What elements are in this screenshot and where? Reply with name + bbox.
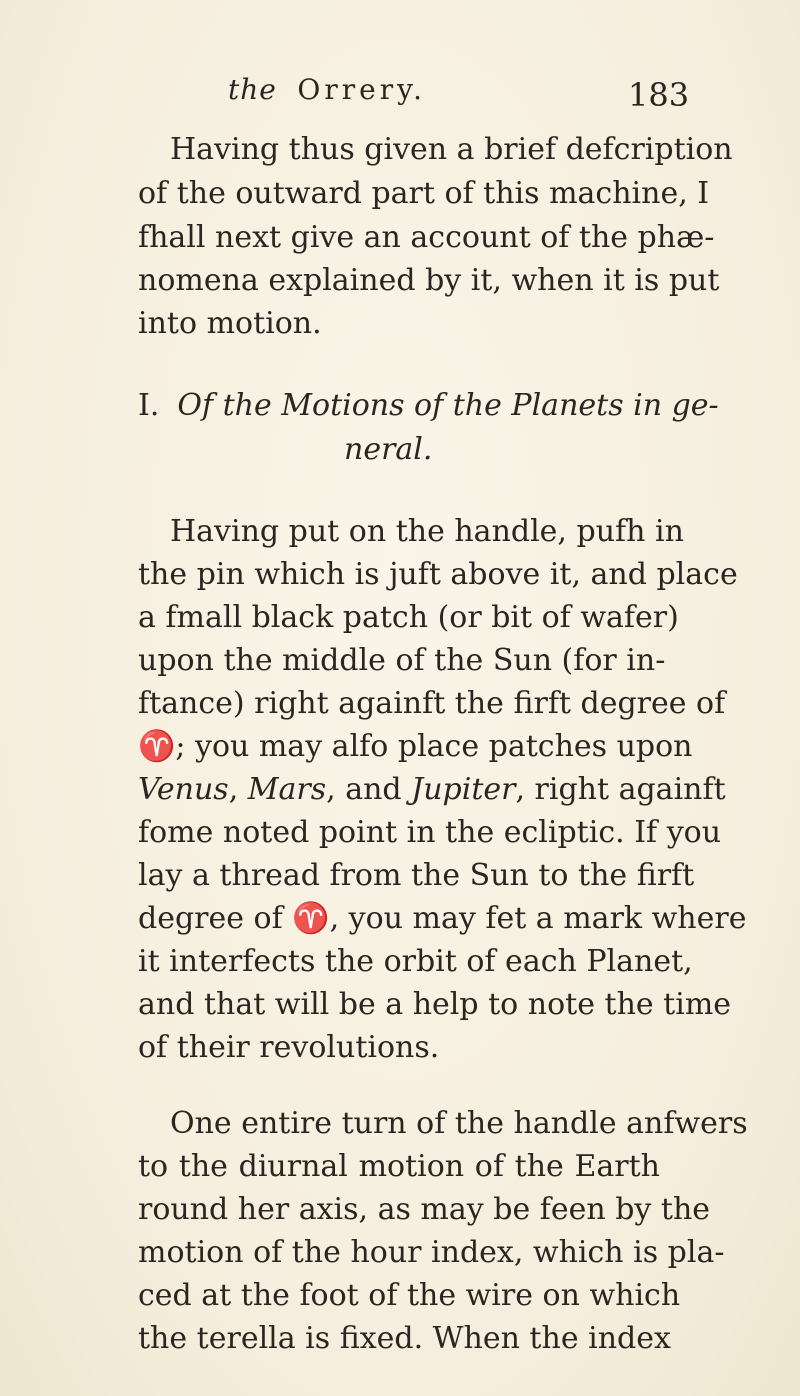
- para2-line-2: the pin which is juft above it, and place: [138, 557, 738, 592]
- para3-line-1: One entire turn of the handle anfwers: [170, 1106, 748, 1141]
- para2-line-1: Having put on the handle, pufh in: [170, 514, 684, 549]
- para3-line-5: ced at the foot of the wire on which: [138, 1278, 681, 1313]
- para2-line-6: ♈; you may alfo place patches upon: [138, 729, 693, 764]
- para3-line-6: the terella is fixed. When the index: [138, 1321, 671, 1356]
- para2-line-4: upon the middle of the Sun (for in-: [138, 643, 666, 678]
- comma: ,: [228, 772, 239, 807]
- header-article: the: [228, 73, 277, 106]
- para2-line-8: fome noted point in the ecliptic. If you: [138, 815, 722, 850]
- and-text: , and: [326, 772, 402, 807]
- section-title-line-1: Of the Motions of the Planets in ge-: [177, 388, 719, 423]
- para1-line-5: into motion.: [138, 306, 322, 341]
- para2-line-10: degree of ♈, you may fet a mark where: [138, 901, 747, 936]
- venus-name: Venus: [138, 772, 229, 807]
- para3-line-2: to the diurnal motion of the Earth: [138, 1149, 660, 1184]
- para1-line-1: Having thus given a brief defcription: [170, 132, 733, 167]
- section-heading: [138, 386, 719, 426]
- line-remainder: , right againft: [515, 772, 726, 807]
- para2-line-11: it interfects the orbit of each Planet,: [138, 944, 693, 979]
- para2-line-7: [138, 770, 726, 810]
- para2-line-5: ftance) right againft the firft degree of: [138, 686, 726, 721]
- para2-line-3: a fmall black patch (or bit of wafer): [138, 600, 679, 635]
- para2-line-9: lay a thread from the Sun to the firft: [138, 858, 695, 893]
- section-number: I.: [138, 388, 160, 423]
- running-header: [228, 72, 426, 107]
- page-number: 183: [628, 76, 690, 114]
- para3-line-4: motion of the hour index, which is pla-: [138, 1235, 725, 1270]
- para3-line-3: round her axis, as may be feen by the: [138, 1192, 711, 1227]
- para1-line-2: of the outward part of this machine, I: [138, 176, 710, 211]
- para2-line-13: of their revolutions.: [138, 1030, 440, 1065]
- section-title-line-2: neral.: [344, 432, 433, 467]
- para1-line-4: nomena explained by it, when it is put: [138, 263, 720, 298]
- header-title: Orrery.: [297, 73, 427, 106]
- mars-name: Mars: [247, 772, 327, 807]
- para2-line-12: and that will be a help to note the time: [138, 987, 732, 1022]
- jupiter-name: Jupiter: [411, 772, 516, 807]
- para1-line-3: fhall next give an account of the phæ-: [138, 220, 715, 255]
